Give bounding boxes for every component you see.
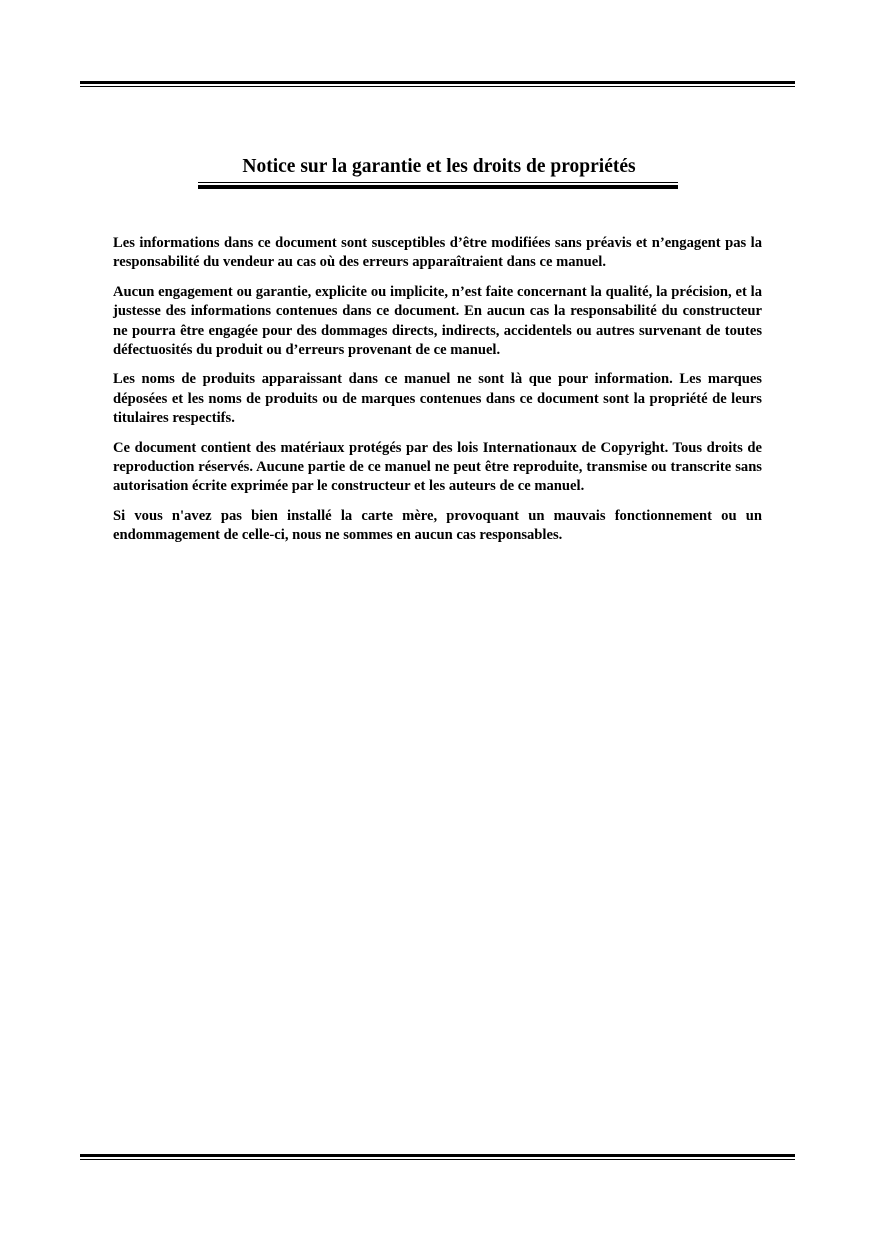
paragraph-installation-liability: Si vous n'avez pas bien installé la carte mère, provoquant un mauvais fonctionnement ou un endommagement de celle-ci, nous ne sommes en aucun cas responsables. <box>113 507 762 544</box>
footer-rule-thick-line <box>80 1154 795 1157</box>
paragraph-modification-notice: Les informations dans ce document sont susceptibles d’être modifiées sans préavis et n’engagent pas la responsabilité du vendeur au cas où des erreurs apparaîtraient dans ce manuel. <box>113 235 762 271</box>
notice-body <box>113 234 762 556</box>
paragraph-copyright: Ce document contient des matériaux protégés par des lois Internationaux de Copyright. Tous droits de reproduction réservés. Aucune partie de ce manuel ne peut être reproduite, transmise ou transcrite sans autorisation écrite exprimée par le constructeur et les auteurs de ce manuel. <box>113 439 762 495</box>
header-double-rule <box>80 81 795 88</box>
title-container <box>0 154 878 180</box>
header-rule-thin-line <box>80 86 795 87</box>
header-rule-thick-line <box>80 81 795 84</box>
paragraph-no-warranty: Aucun engagement ou garantie, explicite ou implicite, n’est faite concernant la qualité, la précision, et la justesse des informations contenues dans ce document. En aucun cas la responsabilité du constructeur ne pourra être engagée pour des dommages directs, indirects, accidentels ou autres survenant de toutes défectuosités du produit ou d’erreurs provenant de ce manuel. <box>113 283 762 359</box>
title-double-underline <box>198 182 678 191</box>
title-underline-thick-line <box>198 185 678 189</box>
footer-double-rule <box>80 1154 795 1161</box>
footer-rule-thin-line <box>80 1159 795 1160</box>
title-underline-thin-line <box>198 182 678 183</box>
page-title: Notice sur la garantie et les droits de propriétés <box>242 156 636 177</box>
paragraph-trademarks: Les noms de produits apparaissant dans ce manuel ne sont là que pour information. Les marques déposées et les noms de produits ou de marques contenues dans ce document sont la propriété de leurs titulaires respectifs. <box>113 371 762 427</box>
